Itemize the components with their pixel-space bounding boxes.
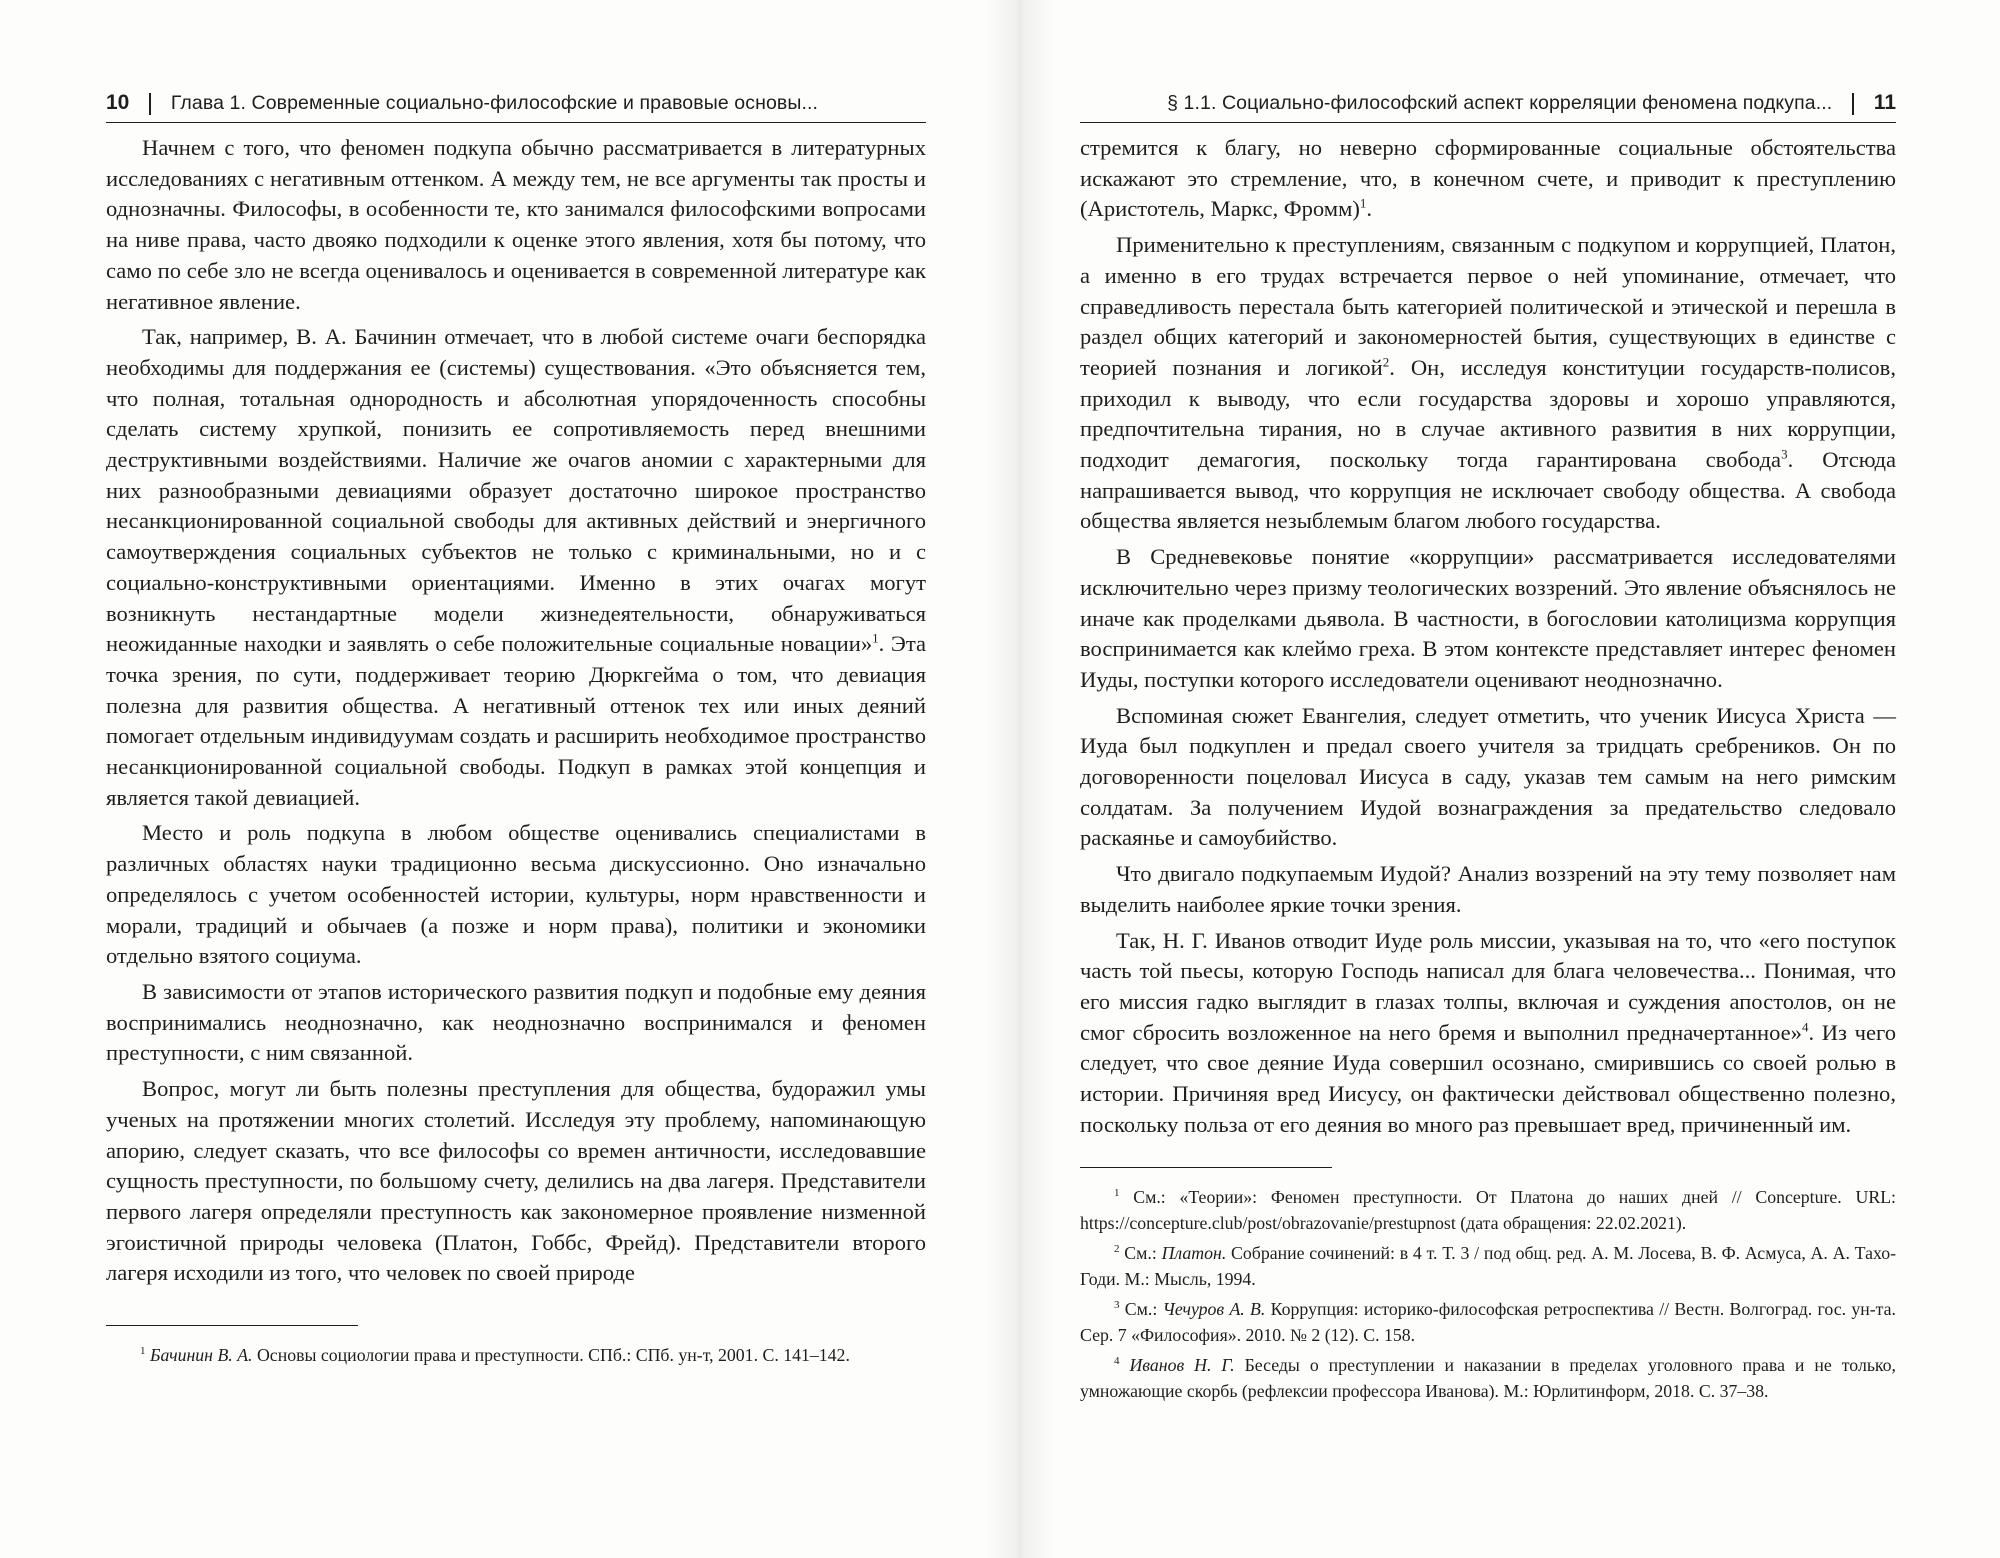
left-running-head [106, 86, 926, 123]
head-divider [1852, 93, 1854, 115]
left-body-text [106, 133, 926, 1289]
paragraph: В Средневековье понятие «коррупции» рассматривается исследователями исключительно через призму теологических воззрений. Это явление объяснялось не иначе как проделками дьявола. В частности, в богословии католицизма коррупция воспринимается как клеймо греха. В этом контексте представляет интерес феномен Иуды, поступки которого исследователи оценивают неоднозначно. [1080, 544, 1896, 692]
left-footnotes [106, 1342, 926, 1368]
footnote-ref: 4 [1801, 1019, 1809, 1035]
footnote-rule [106, 1325, 358, 1326]
paragraph: стремится к благу, но неверно сформированные социальные обстоятельства искажают это стремление, что, в конечном счете, и приводит к преступлению (Аристотель, Маркс, Фромм)$^1$. [1080, 135, 1896, 222]
left-page [106, 86, 926, 1372]
right-running-head-title: § 1.1. Социально-философский аспект корреляции феномена подкупа... [1167, 92, 1833, 114]
paragraph: Начнем с того, что феномен подкупа обычно рассматривается в литературных исследованиях с негативным оттенком. А между тем, не все аргументы так просты и однозначны. Философы, в особенности те, кто занимался философскими вопросами на ниве права, часто двояко подходили к оценке этого явления, хотя бы потому, что само по себе зло не всегда оценивалось и оценивается в современной литературе как негативное явление. [106, 135, 926, 314]
footnote-ref: 3 [1781, 446, 1788, 462]
paragraph: В зависимости от этапов исторического развития подкуп и подобные ему деяния воспринимались неоднозначно, как неоднозначно воспринимался и феномен преступности, с ним связанной. [106, 978, 926, 1066]
footnote: $^3$ См.: Чечуров А. В. Коррупция: историко-философская ретроспектива // Вестн. Волгоград. гос. ун-та. Сер. 7 «Философия». 2010. № 2 (12). С. 158. [1080, 1298, 1896, 1345]
paragraph: Место и роль подкупа в любом обществе оценивались специалистами в различных областях науки традиционно весьма дискуссионно. Оно изначально определялось с учетом особенностей истории, культуры, норм нравственности и морали, традиций и обычаев (а позже и норм права), политики и экономики отдельно взятого социума. [106, 820, 926, 969]
footnote: $^2$ См.: Платон. Собрание сочинений: в 4 т. Т. 3 / под общ. ред. А. М. Лосева, В. Ф. Асмуса, А. А. Тахо-Годи. М.: Мысль, 1994. [1080, 1242, 1897, 1289]
paragraph: Что двигало подкупаемым Иудой? Анализ воззрений на эту тему позволяет нам выделить наиболее яркие точки зрения. [1080, 861, 1896, 917]
footnote-ref: 2 [1382, 354, 1390, 370]
paragraph: Так, например, В. А. Бачинин отмечает, что в любой системе очаги беспорядка необходимы для поддержания ее (системы) существования. «Это объясняется тем, что полная, тотальная однородность и абсолютная упорядоченность способны сделать систему хрупкой, понизить ее сопротивляемость перед внешними деструктивными воздействиями. Наличие же очагов аномии с характерными для них разнообразными девиациями образует достаточно широкое пространство несанкционированной социальной свободы для активных действий и энергичного самоутверждения социальных субъектов не только с криминальными, но и с социально-конструктивными ориентациями. Именно в этих очагах могут возникнуть нестандартные модели жизнедеятельности, обнаруживаться неожиданные находки и заявлять о себе положительные социальные новации»$^1$. Эта точка зрения, по сути, поддерживает теорию Дюркгейма о том, что девиация полезна для развития общества. А негативный оттенок тех или иных деяний помогает отдельным индивидуумам создать и расширить необходимое пространство несанкционированной социальной свободы. Подкуп в рамках этой концепция и является такой девиацией. [106, 324, 927, 810]
footnote-ref: 1 [872, 630, 879, 646]
paragraph: Вспоминая сюжет Евангелия, следует отметить, что ученик Иисуса Христа — Иуда был подкуплен и предал своего учителя за тридцать сребреников. Он по договоренности поцеловал Иисуса в саду, указав тем самым на него римским солдатам. За получением Иудой вознаграждения за предательство следовало раскаянье и самоубийство. [1080, 702, 1896, 851]
paragraph: Так, Н. Г. Иванов отводит Иуде роль миссии, указывая на то, что «его поступок часть той пьесы, которую Господь написал для блага человечества... Понимая, что его миссия гадко выглядит в глазах толпы, включая и суждения апостолов, он не смог сбросить возложенное на него бремя и выполнил предначертанное»$^4$. Из чего следует, что свое деяние Иуда совершил осознано, смирившись со своей ролью в истории. Причиняя вред Иисусу, он фактически действовал общественно полезно, поскольку польза от его деяния во много раз превышает вред, причиненный им. [1080, 927, 1896, 1137]
footnote-ref: 1 [1359, 195, 1367, 211]
paragraph: Вопрос, могут ли быть полезны преступления для общества, будоражил умы ученых на протяжении многих столетий. Исследуя эту проблему, напоминающую апорию, следует сказать, что все философы со времен античности, исследовавшие сущность преступности, по большому счету, делились на два лагеря. Представители первого лагеря определяли преступность как закономерное проявление низменной эгоистичной природы человека (Платон, Гоббс, Фрейд). Представители второго лагеря исходили из того, что человек по своей природе [106, 1076, 926, 1286]
right-body-text [1080, 133, 1896, 1141]
head-divider [149, 93, 151, 115]
right-footnotes [1080, 1184, 1896, 1404]
right-running-head [1080, 86, 1896, 123]
left-running-head-title: Глава 1. Современные социально-философские и правовые основы... [170, 92, 819, 114]
page-number-left: 10 [106, 91, 130, 114]
footnote: $^1$ См.: «Теории»: Феномен преступности. От Платона до наших дней // Concepture. URL: https://concepture.club/post/obrazovanie/prestupnost (дата обращения: 22.02.2021). [1080, 1186, 1896, 1233]
right-page [1080, 86, 1896, 1408]
footnote: $^1$ Бачинин В. А. Основы социологии права и преступности. СПб.: СПб. ун-т, 2001. С. 141–142. [140, 1345, 850, 1366]
paragraph: Применительно к преступлениям, связанным с подкупом и коррупцией, Платон, а именно в его трудах встречается первое о ней упоминание, отмечает, что справедливость перестала быть категорией политической и этической и перешла в раздел общих категорий и закономерностей бытия, существующих в единстве с теорией познания и логикой$^2$. Он, исследуя конституции государств-полисов, приходил к выводу, что если государства здоровы и хорошо управляются, предпочтительна тирания, но в случае активного развития в них коррупции, подходит демагогия, поскольку тогда гарантирована свобода$^3$. Отсюда напрашивается вывод, что коррупция не исключает свободу общества. А свобода общества является незыблемым благом любого государства. [1080, 232, 1897, 534]
page-number-right: 11 [1873, 91, 1896, 114]
gutter-shadow [985, 0, 1055, 1558]
footnote: $^4$ Иванов Н. Г. Беседы о преступлении и наказании в пределах уголовного права и не только, умножающие скорбь (рефлексии профессора Иванова). М.: Юрлитинформ, 2018. С. 37–38. [1080, 1354, 1896, 1401]
footnote-rule [1080, 1167, 1332, 1168]
